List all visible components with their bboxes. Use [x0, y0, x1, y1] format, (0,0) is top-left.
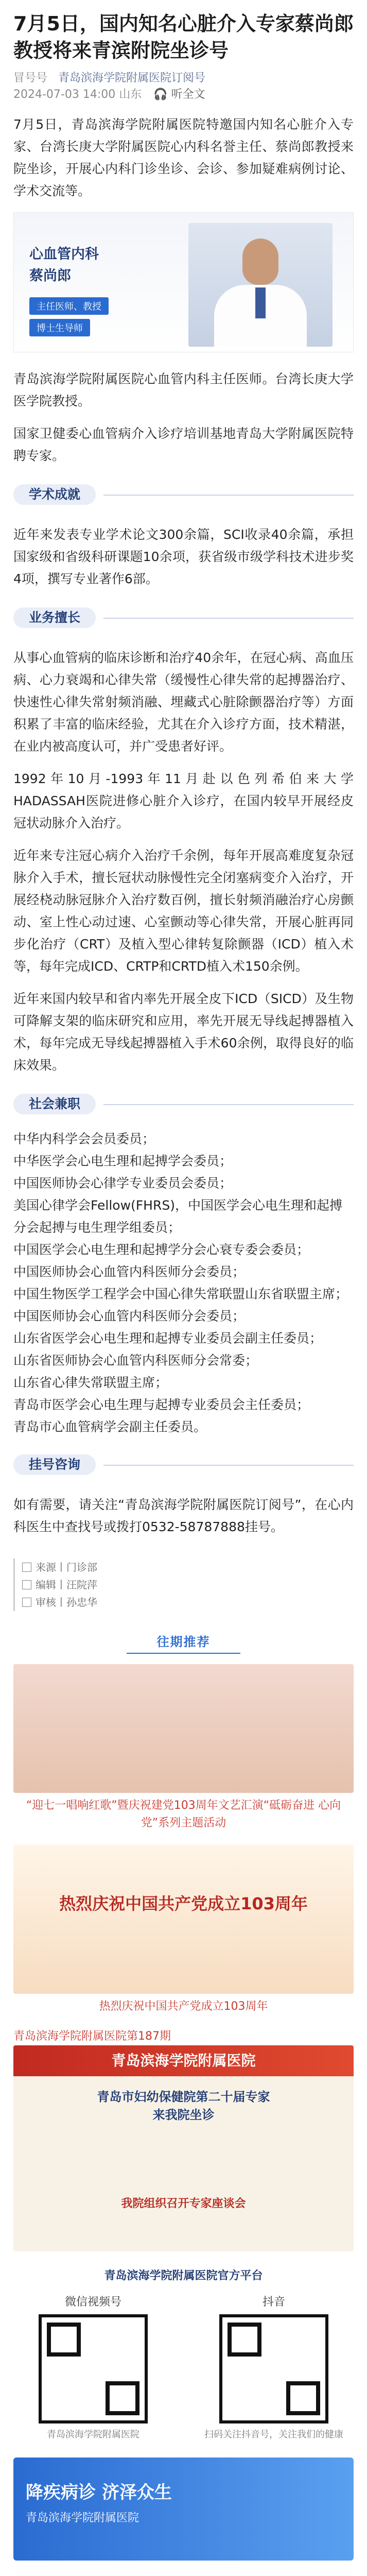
list-item: 山东省医学会心电生理和起搏专业委员会副主任委员； — [13, 1331, 323, 1346]
qr-code-icon — [39, 2314, 148, 2424]
publish-time: 2024-07-03 14:00 山东 — [13, 88, 142, 101]
specialty-paragraph: 近年来国内较早和省内率先开展全皮下ICD（SICD）及生物可降解支架的临床研究和应用，率先开展无导线起搏器植入术，每年完成无导线起搏器植入手术60余例，取得良好的临床效果。 — [13, 991, 354, 1073]
credit-source: 来源丨门诊部 — [36, 1561, 97, 1573]
douyin-qr[interactable] — [194, 2293, 354, 2442]
article-title: 7月5日，国内知名心脏介入专家蔡尚郎教授将来青滨附院坐诊号 — [13, 12, 354, 62]
doctor-card — [13, 212, 354, 352]
doctor-role: 主任医师、教授 — [29, 297, 109, 315]
recommend-card[interactable] — [13, 1844, 354, 2015]
recommend-image — [13, 2045, 354, 2251]
source-icon — [22, 1563, 31, 1572]
recommend-card[interactable] — [13, 2028, 354, 2251]
audit-icon — [22, 1598, 31, 1607]
headphone-icon: 🎧 — [153, 88, 168, 101]
source-label: 冒号号 — [13, 72, 48, 84]
academic-paragraph: 近年来发表专业学术论文300余篇，SCI收录40余篇，承担国家级和省级科研课题10余项，获省级市级学科技术进步奖4项，撰写专业著作6部。 — [13, 527, 354, 586]
section-title: 挂号咨询 — [13, 1454, 96, 1475]
account-link[interactable]: 青岛滨海学院附属医院订阅号 — [58, 72, 206, 84]
article-meta-2 — [13, 87, 354, 103]
recommend-caption: “迎七一唱响红歌”暨庆祝建党103周年文艺汇演“砥砺奋进 心向党”系列主题活动 — [26, 1799, 341, 1829]
listen-label: 听全文 — [171, 88, 205, 101]
promo-banner[interactable] — [13, 2458, 354, 2561]
section-title: 学术成就 — [13, 484, 96, 505]
list-item: 中华医学会心电生理和起搏学会委员； — [13, 1154, 233, 1168]
section-header-social — [13, 1087, 354, 1123]
list-item: 中国医学会心电生理和起搏学分会心衰专委会委员； — [13, 1242, 310, 1257]
wechat-label: 微信视频号 — [64, 2296, 121, 2309]
section-header-specialty — [13, 600, 354, 636]
qr-row — [13, 2293, 354, 2442]
list-item: 中国医师协会心血管内科医师分会委员； — [13, 1264, 246, 1279]
wechat-qr[interactable] — [13, 2293, 173, 2442]
list-item: 中国生物医学工程学会中国心律失常联盟山东省联盟主席； — [13, 1286, 348, 1301]
doctor-dept: 心血管内科 — [29, 246, 99, 262]
editor-icon — [22, 1580, 31, 1589]
article-header — [0, 0, 367, 103]
list-item: 美国心律学会Fellow(FHRS)，中国医学会心电生理和起搏分会起搏与电生理学组委员； — [13, 1198, 342, 1235]
list-item: 山东省心律失常联盟主席； — [13, 1375, 168, 1390]
recommend-title: 往期推荐 — [156, 1635, 211, 1649]
list-item: 中华内科学会会员委员； — [13, 1131, 155, 1146]
card-subtitle: 来我院坐诊 — [152, 2108, 215, 2122]
intro-paragraph: 7月5日，青岛滨海学院附属医院特邀国内知名心脏介入专家、台湾长庚大学附属医院心内科名誉主任、蔡尚郎教授来院坐诊，开展心内科门诊坐诊、会诊、参加疑难病例讨论、学术交流等。 — [13, 117, 354, 198]
section-title: 社会兼职 — [13, 1094, 96, 1114]
promo-title: 降疾病诊 济泽众生 — [26, 2482, 172, 2503]
recommend-image — [13, 1664, 354, 1793]
bio-paragraph: 国家卫健委心血管病介入诊疗培训基地青岛大学附属医院特聘专家。 — [13, 426, 354, 463]
article-body — [0, 113, 367, 1611]
recommend-caption: 热烈庆祝中国共产党成立103周年 — [99, 2000, 268, 2013]
credit-audit: 审核丨孙忠华 — [36, 1596, 97, 1608]
list-item: 中国医师协会心血管内科医师分会委员； — [13, 1309, 246, 1324]
card-subtitle: 我院组织召开专家座谈会 — [121, 2197, 246, 2210]
douyin-note: 扫码关注抖音号，关注我们的健康 — [204, 2429, 343, 2440]
specialty-paragraph: 近年来专注冠心病介入治疗千余例，每年开展高难度复杂冠脉介入手术，擅长冠状动脉慢性完全闭塞病变介入治疗，开展经桡动脉冠脉介入治疗数百例，擅长射频消融治疗心房颤动、室上性心动过速、心室颤动等心律失常，开展心脏再同步化治疗（CRT）及植入型心律转复除颤器（ICD）植入术等，每年完成ICD、CRTP和CRTD植入术150余例。 — [13, 848, 354, 974]
recommend-card[interactable] — [13, 1664, 354, 1832]
listen-button[interactable] — [153, 87, 205, 103]
qr-code-icon — [219, 2314, 328, 2424]
doctor-roles — [29, 295, 109, 338]
credits — [13, 1558, 354, 1611]
social-list — [13, 1128, 354, 1438]
promo-subtitle: 青岛滨海学院附属医院 — [26, 2512, 139, 2524]
doctor-photo — [188, 223, 333, 347]
recommend-caption: 青岛滨海学院附属医院第187期 — [13, 2030, 171, 2043]
list-item: 青岛市心血管病学会副主任委员。 — [13, 1419, 207, 1434]
section-title: 业务擅长 — [13, 607, 96, 628]
doctor-name-block — [29, 244, 99, 287]
douyin-label: 抖音 — [262, 2296, 285, 2309]
list-item: 青岛市医学会心电生理与起搏专业委员会主任委员； — [13, 1397, 310, 1412]
footer-title: 青岛滨海学院附属医院官方平台 — [104, 2269, 263, 2282]
bio-paragraph: 青岛滨海学院附属医院心血管内科主任医师。台湾长庚大学医学院教授。 — [13, 371, 354, 409]
section-header-register — [13, 1447, 354, 1483]
card-header: 青岛滨海学院附属医院 — [13, 2045, 354, 2076]
recommend-section — [13, 1632, 354, 2251]
specialty-paragraph: 从事心血管病的临床诊断和治疗40余年，在冠心病、高血压病、心力衰竭和心律失常（缓慢性心律失常的起搏器治疗、快速性心律失常射频消融、埋藏式心脏除颤器治疗等）方面积累了丰富的临床经验，尤其在介入诊疗方面，技术精湛，在业内被高度认可，并广受患者好评。 — [13, 650, 354, 754]
doctor-role: 博士生导师 — [29, 319, 90, 336]
specialty-paragraph: 1992年10月-1993年11月赴以色列希伯来大学HADASSAH医院进修心脏介入诊疗，在国内较早开展经皮冠状动脉介入治疗。 — [13, 771, 354, 831]
wechat-note: 青岛滨海学院附属医院 — [47, 2429, 139, 2440]
doctor-name: 蔡尚郎 — [29, 268, 71, 284]
article-meta — [13, 70, 354, 87]
list-item: 中国医师协会心律学专业委员会委员； — [13, 1176, 233, 1191]
register-paragraph: 如有需要，请关注“青岛滨海学院附属医院订阅号”，在心内科医生中查找号或拨打0532-58787888挂号。 — [13, 1497, 354, 1534]
card-subtitle: 青岛市妇幼保健院第二十届专家 — [97, 2090, 270, 2104]
section-header-academic — [13, 477, 354, 513]
credit-editor: 编辑丨汪院萍 — [36, 1579, 97, 1591]
list-item: 山东省医师协会心血管内科医师分会常委； — [13, 1353, 258, 1368]
card-banner-text: 热烈庆祝中国共产党成立103周年 — [59, 1894, 308, 1913]
recommend-image — [13, 1844, 354, 1994]
